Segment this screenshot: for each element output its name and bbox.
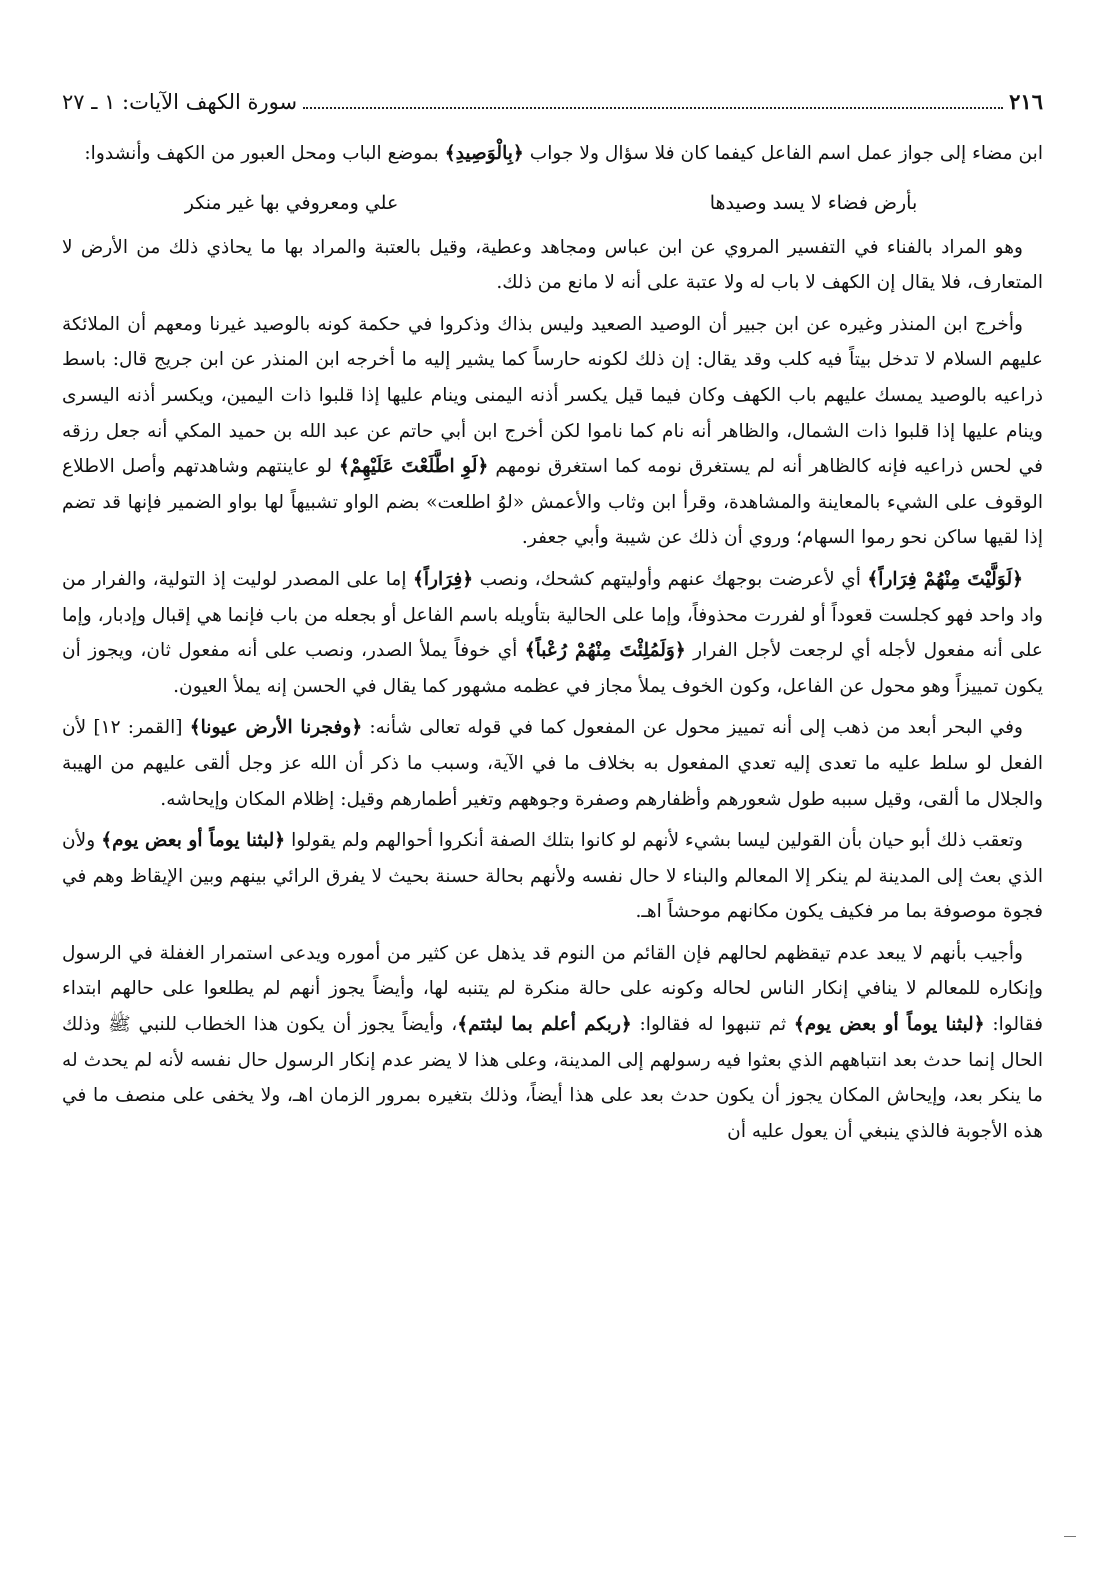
paragraph-text: لو عاينتهم وشاهدتهم وأصل الاطلاع الوقوف على الشيء بالمعاينة والمشاهدة، وقرأ ابن وثاب والأعمش «لوُ اطلعت» بضم الواو تشبيهاً لها بواو الضمير فإنها قد تضم إذا لقيها ساكن نحو رموا السهام؛ وروي أن ذلك عن شيبة وأبي جعفر. (62, 456, 1043, 549)
verse-second-hemistich: علي ومعروفي بها غير منكر (184, 191, 399, 214)
paragraph-text: ثم تنبهوا له فقالوا: (631, 1014, 794, 1036)
paragraph (62, 936, 1043, 1150)
paragraph-text: ابن مضاء إلى جواز عمل اسم الفاعل كيفما كان فلا سؤال ولا جواب (523, 143, 1043, 164)
body-text (62, 230, 1043, 1150)
paragraph-text: ولأن الذي بعث إلى المدينة لم ينكر إلا المعالم والبناء لا حال نفسه ولأنهم بحالة حسنة بحيث لا يفرق الرائي بينهم وبين الإيقاظ وهم في فجوة موصوفة بما مر فكيف يكون مكانهم موحشاً اهـ. (62, 830, 1043, 923)
quran-citation: ﴿فِرَاراً﴾ (412, 568, 474, 590)
paragraph-text: أي خوفاً يملأ الصدر، ونصب على أنه مفعول ثان، ويجوز أن يكون تمييزاً وهو محول عن الفاعل، وكون الخوف يملأ مجاز في عظمه مشهور كما يقال في الحسن إنه يملأ العيون. (62, 640, 1043, 697)
paragraph-text: وأخرج ابن المنذر وغيره عن ابن جبير أن الوصيد الصعيد وليس بذاك وذكروا في حكمة كونه بالوصيد غيرنا ومعهم أن الملائكة عليهم السلام لا تدخل بيتاً فيه كلب وقد يقال: إن ذلك لكونه حارساً كما يشير إليه ما أخرجه ابن المنذر عن ابن جريج قال: باسط ذراعيه بالوصيد يمسك عليهم باب الكهف وكان فيما قيل يكسر أذنه اليمنى وينام عليها إذا قلبوا ذات اليمين، ويكسر أذنه اليسرى وينام عليها إذا قلبوا ذات الشمال، والظاهر أنه نام كما ناموا لكن أخرج ابن أبي حاتم عن عبد الله بن حميد المكي أنه جعل رزقه في لحس ذراعيه فإنه كالظاهر أنه لم يستغرق نومه كما استغرق نومهم (62, 313, 1043, 478)
paragraph-text: [القمر: ١٢] لأن الفعل لو سلط عليه ما تعدى إليه تعدي المفعول به بخلاف ما في الآية، وسبب ما ذكر أن الله عز وجل ألقى عليهم من الهيبة والجلال ما ألقى، وقيل سببه طول شعورهم وأظفارهم وصفرة وجوههم وتغير أطمارهم وقيل: إظلام المكان وإيحاشه. (62, 717, 1043, 810)
paragraph-text: وهو المراد بالفناء في التفسير المروي عن ابن عباس ومجاهد وعطية، وقيل بالعتبة والمراد بها ما يحاذي ذلك من الأرض لا المتعارف، فلا يقال إن الكهف لا باب له ولا عتبة على أنه لا مانع من ذلك. (62, 236, 1043, 294)
quran-citation: ﴿لَوَلَّيْتَ مِنْهُمْ فِرَاراً﴾ (867, 568, 1024, 590)
verse-first-hemistich: بأرض فضاء لا يسد وصيدها (709, 191, 918, 214)
quran-citation: ﴿وَلَمُلِئْتَ مِنْهُمْ رُعْباً﴾ (524, 640, 686, 662)
quran-citation: ﴿لبثنا يوماً أو بعض يوم﴾ (101, 830, 286, 852)
paragraph-text: ، وأيضاً يجوز أن يكون هذا الخطاب للنبي ﷺ وذلك الحال إنما حدث بعد انتباههم الذي بعثوا فيه رسولهم إلى المدينة، وعلى هذا لا يضر عدم إنكار الرسول حال نفسه لأنه لم يحدث له ما ينكر بعد، وإيحاش المكان يجوز أن يكون حدث بعد على هذا أيضاً، وذلك بتغيره بمرور الزمان اهـ، ولا يخفى على منصف ما في هذه الأجوبة فالذي ينبغي أن يعول عليه أن (62, 1014, 1043, 1142)
quran-citation: ﴿بِالْوَصِيدِ﴾ (444, 143, 524, 164)
paragraph (62, 230, 1043, 301)
paragraph-text: وفي البحر أبعد من ذهب إلى أنه تمييز محول عن المفعول كما في قوله تعالى شأنه: (362, 717, 1023, 739)
paragraph-text: وأجيب بأنهم لا يبعد عدم تيقظهم لحالهم فإن القائم من النوم قد يذهل عن كثير من أموره ويدعى استمرار الغفلة في الرسول وإنكاره للمعالم لا ينافي إنكار الناس لحاله وكونه على حالة منكرة لم يتنبه لها، وأيضاً يجوز أنهم لم يطلعوا على حالهم ابتداء فقالوا: (62, 942, 1043, 1036)
paragraph-text: إما على المصدر لوليت إذ التولية، والفرار من واد واحد فهو كجلست قعوداً أو لفررت محذوفاً، وإما على الحالية بتأويله باسم الفاعل أو بجعله من باب فإنما هي إقبال وإدبار، وإما على أنه مفعول لأجله أي لرجعت لأجل الفرار (62, 568, 1043, 662)
paragraph (62, 136, 1043, 172)
paragraph-opening (62, 136, 1043, 172)
paragraph-text: وتعقب ذلك أبو حيان بأن القولين ليسا بشيء لأنهم لو كانوا بتلك الصفة أنكروا أحوالهم ولم يقولوا (285, 830, 1023, 852)
quran-citation: ﴿لَوِ اطَّلَعْتَ عَلَيْهِمْ﴾ (339, 456, 489, 478)
header-leader-dots (303, 91, 1003, 109)
document-page (62, 88, 1043, 1155)
paragraph (62, 307, 1043, 556)
quran-citation: ﴿ربكم أعلم بما لبثتم﴾ (457, 1014, 632, 1036)
margin-mark (1064, 1536, 1076, 1537)
quran-citation: ﴿لبثنا يوماً أو بعض يوم﴾ (793, 1014, 985, 1036)
quran-citation: ﴿وفجرنا الأرض عيونا﴾ (189, 717, 363, 739)
paragraph (62, 710, 1043, 817)
poetry-verse (62, 178, 1043, 230)
paragraph (62, 823, 1043, 930)
running-header (62, 88, 1043, 122)
paragraph-text: بموضع الباب ومحل العبور من الكهف وأنشدوا: (84, 143, 445, 164)
header-title: سورة الكهف الآيات: ١ ـ ٢٧ (62, 90, 298, 114)
page-number: ٢١٦ (1009, 89, 1043, 114)
paragraph (62, 562, 1043, 704)
paragraph-text: أي لأعرضت بوجهك عنهم وأوليتهم كشحك، ونصب (473, 568, 868, 590)
